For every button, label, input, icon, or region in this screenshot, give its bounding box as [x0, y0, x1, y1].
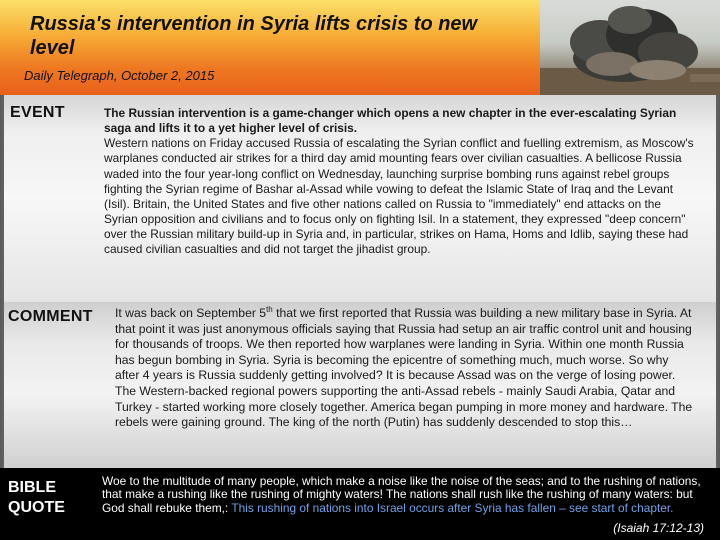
bible-highlight-note: This rushing of nations into Israel occurs after Syria has fallen – see start of chapter.	[231, 500, 674, 515]
event-text	[104, 106, 694, 258]
bible-verse: Woe to the multitude of many people, which make a noise like the noise of the seas; and to the rushing of nations, that make a rushing like the rushing of mighty waters! The nations shall rush like the rushing of many waters: but God shall rebuke them,:	[102, 474, 701, 515]
comment-text-rest: that we first reported that Russia was building a new military base in Syria. At that point it was just anonymous officials saying that Russia had setup an air traffic control unit and housing for thousands of troops. We then reported how warplanes were landing in Syria. Within one month Russia has begun bombing in Syria. Syria is becoming the epicentre of something much, much worse. So why after 4 years is Russia suddenly getting involved? It is because Assad was on the verge of losing power. The Western-backed regional powers supporting the anti-Assad rebels - mainly Saudi Arabia, Qatar and Turkey - started working more closely together. America began pumping in more money and hardware. The rebels were gaining ground. The king of the north (Putin) has suddenly descended to stop this…	[115, 306, 693, 430]
comment-label: COMMENT	[8, 308, 93, 325]
smoke-cloud-image	[540, 0, 720, 95]
bible-reference: (Isaiah 17:12-13)	[613, 521, 704, 535]
comment-ordinal-suffix: th	[266, 304, 273, 314]
title-banner	[0, 0, 540, 95]
event-lead: The Russian intervention is a game-changer which opens a new chapter in the ever-escalating Syrian saga and lifts it to a yet higher level of crisis.	[104, 106, 677, 136]
explosion-photo	[540, 0, 720, 95]
bible-quote-label: BIBLE QUOTE	[8, 479, 65, 516]
bible-quote-text	[102, 475, 714, 515]
event-label: EVENT	[10, 104, 65, 121]
page-title: Russia's intervention in Syria lifts crisis to new level	[30, 13, 478, 59]
comment-text-start: It was back on September 5	[115, 306, 267, 320]
comment-text	[115, 306, 695, 431]
source-line: Daily Telegraph, October 2, 2015	[24, 68, 215, 83]
event-body: Western nations on Friday accused Russia of escalating the Syrian conflict and fuelling extremism, as Moscow's warplanes conducted air strikes for a third day amid mounting fears over civilian casualties. A bellicose Russia waded into the four year-long conflict on Wednesday, launching surprise bombing runs against rebel groups fighting the Syrian regime of Bashar al-Assad while vowing to defeat the Islamic State of Iraq and the Levant (Isil). Britain, the United States and five other nations called on Russia to "immediately" end attacks on the Syrian opposition and civilians and to focus only on fighting Isil. In a statement, they expressed "deep concern" over the Russian military build-up in Syria and, in particular, strikes on Hama, Homs and Idlib, saying these had caused civilian casualties and did not target the jihadist group.	[104, 136, 694, 257]
